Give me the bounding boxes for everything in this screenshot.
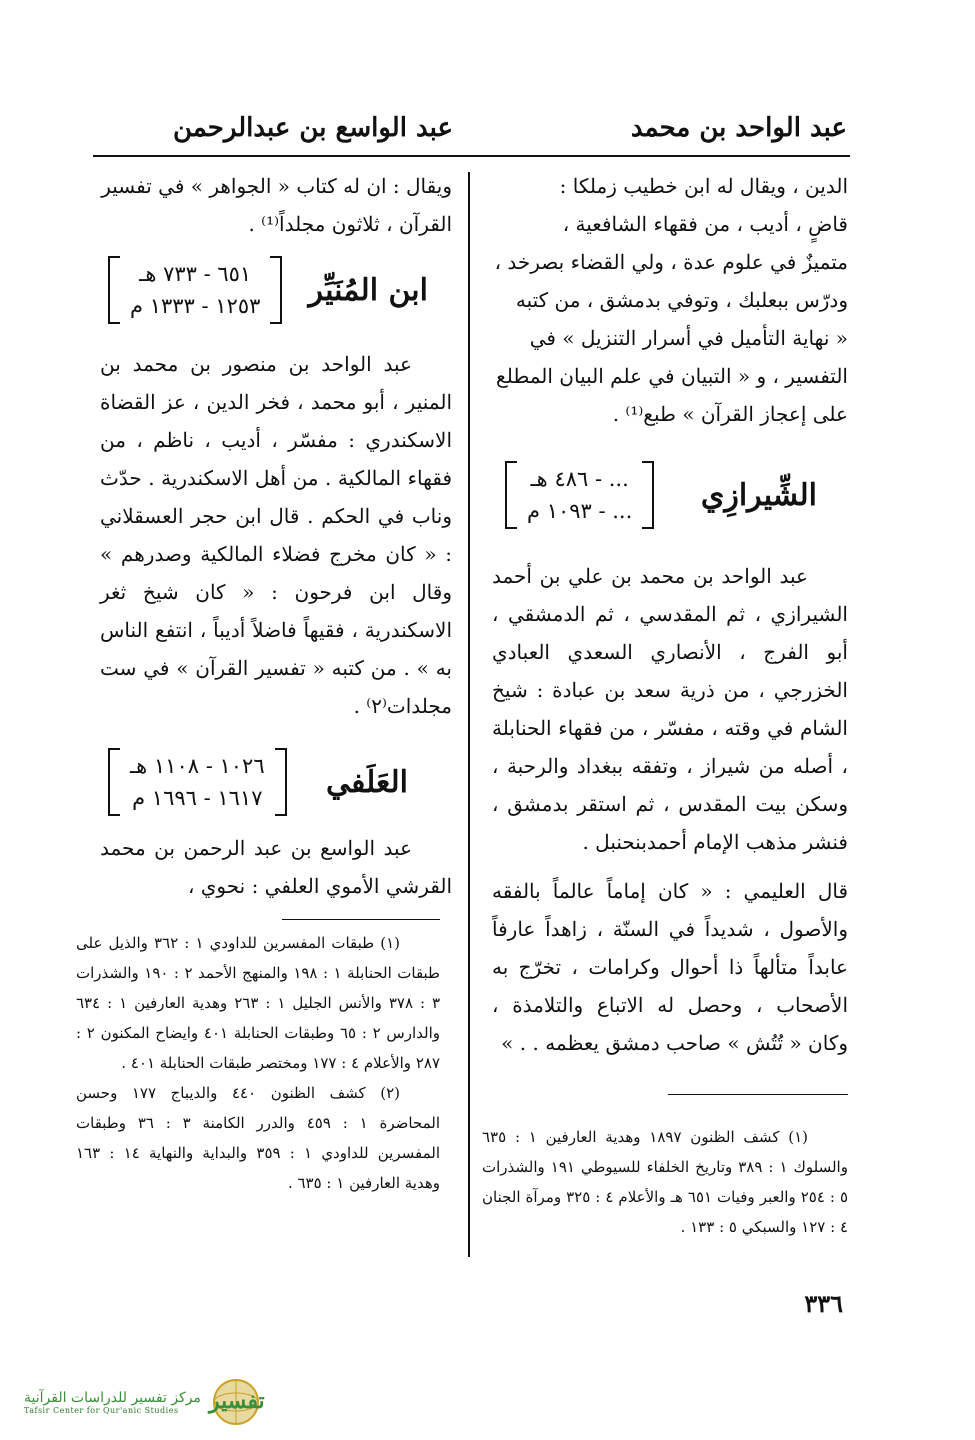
- right-intro-line-4: ودرّس ببعلبك ، وتوفي بدمشق ، من كتبه: [515, 288, 848, 312]
- ibn-munayyir-biography: عبد الواحد بن منصور بن محمد بن المنير ، أبو محمد ، فخر الدين ، عز القضاة الاسكندري : مفسّر ، أديب ، ناظم ، من فقهاء المالكية . من أهل الاسكندرية . حدّث وناب في الحكم . قال ابن حجر العسقلاني : « كان مخرج فضلاء المالكية وصدرهم » وقال ابن فرحون : « كان شيخ ثغر الاسكندرية ، فقيهاً فاضلاً أديباً ، انتفع الناس به » . من كتبه « تفسير القرآن » في ست مجلدات⁽٢⁾ .: [100, 352, 452, 718]
- right-intro-line-2: قاضٍ ، أديب ، من فقهاء الشافعية ،: [562, 212, 848, 236]
- entry-header-alafi: [108, 742, 408, 822]
- date-box-ibn-munayyir: [108, 256, 282, 324]
- entry-dates: [120, 256, 270, 324]
- right-footnotes: [482, 1122, 848, 1242]
- bracket-left: [108, 748, 120, 816]
- right-intro-line-7: على إعجاز القرآن » طبع⁽¹⁾ .: [612, 402, 848, 426]
- right-intro-line-3: متميزٌ في علوم عدة ، ولي القضاء بصرخد ،: [494, 250, 848, 274]
- logo-emblem-icon: [201, 1376, 271, 1428]
- left-intro-line-2: القرآن ، ثلاثون مجلداً⁽¹⁾ .: [248, 212, 452, 236]
- right-body-2: [492, 872, 848, 1062]
- right-intro-line-5: « نهاية التأميل في أسرار التنزيل » في: [529, 326, 848, 350]
- page-number: ٣٣٦: [804, 1289, 843, 1318]
- left-column: [100, 167, 452, 243]
- column-divider: [468, 172, 470, 1257]
- right-column: [492, 167, 848, 433]
- bracket-right: [270, 256, 282, 324]
- entry-dates: [517, 461, 642, 529]
- date-hijri: ٦٥١ - ٧٣٣ هـ: [139, 262, 252, 286]
- date-gregorian: ١٦١٧ - ١٦٩٦ م: [132, 786, 263, 810]
- left-footnote-1: (١) طبقات المفسرين للداودي ١ : ٣٦٢ والذيل على طبقات الحنابلة ١ : ١٩٨ والمنهج الأحمد ٢ : ١٩٠ والشذرات ٣ : ٣٧٨ والأنس الجليل ١ : ٢٦٣ وهدية العارفين ١ : ٦٣٤ والدارس ٢ : ٦٥ وطبقات الحنابلة ٤٠١ وايضاح المكنون ٢ : ٢٨٧ والأعلام ٤ : ١٧٧ ومختصر طبقات الحنابلة ٤٠١ .: [76, 934, 441, 1072]
- date-box-shirazi: [505, 461, 654, 529]
- entry-header-ibn-munayyir: [108, 250, 428, 330]
- left-body-2: [100, 829, 452, 905]
- entry-name-shirazi: الشِّيرازِي: [700, 477, 817, 513]
- date-gregorian: ... - ١٠٩٣ م: [527, 499, 633, 523]
- left-footnote-2: (٢) كشف الظنون ٤٤٠ والديباج ١٧٧ وحسن المحاضرة ١ : ٤٥٩ والدرر الكامنة ٣ : ٣٦ وطبقات المفسرين للداودي ١ : ٣٥٩ والبداية والنهاية ١٤ : ١٦٣ وهدية العارفين ١ : ٦٣٥ .: [76, 1084, 441, 1192]
- logo-emblem-text: تفسير: [208, 1388, 265, 1414]
- center-logo: [18, 1372, 298, 1432]
- bracket-right: [275, 748, 287, 816]
- left-footnotes: [76, 928, 440, 1198]
- date-hijri: ١٠٢٦ - ١١٠٨ هـ: [130, 754, 265, 778]
- right-intro-line-1: الدين ، ويقال له ابن خطيب زملكا :: [559, 174, 848, 198]
- right-footnote-1: (١) كشف الظنون ١٨٩٧ وهدية العارفين ١ : ٦٣٥ والسلوك ١ : ٣٨٩ وتاريخ الخلفاء للسيوطي ١٩١ والشذرات ٥ : ٢٥٤ والعبر وفيات ٦٥١ هـ والأعلام ٤ : ٣٢٥ ومرآة الجنان ٤ : ١٢٧ والسبكي ٥ : ١٣٣ .: [482, 1128, 849, 1236]
- date-hijri: ... - ٤٨٦ هـ: [530, 467, 629, 491]
- right-body-1: [492, 557, 848, 861]
- header-rule: [93, 155, 850, 157]
- entry-name-ibn-munayyir: ابن المُنَيِّر: [308, 272, 428, 308]
- logo-text: [24, 1390, 201, 1415]
- logo-english-name: Tafsir Center for Qur'anic Studies: [24, 1405, 179, 1415]
- bracket-left: [505, 461, 517, 529]
- bracket-right: [642, 461, 654, 529]
- entry-name-alafi: العَلَفي: [325, 764, 408, 800]
- right-footnote-rule: [668, 1094, 848, 1095]
- bracket-left: [108, 256, 120, 324]
- alafi-biography: عبد الواسع بن عبد الرحمن بن محمد القرشي الأموي العلفي : نحوي ،: [100, 836, 452, 898]
- running-head-left: عبد الواسع بن عبدالرحمن: [172, 113, 453, 143]
- entry-header-shirazi: [505, 455, 817, 535]
- left-footnote-rule: [282, 919, 440, 920]
- left-body-1: [100, 345, 452, 725]
- left-intro-line-1: ويقال : ان له كتاب « الجواهر » في تفسير: [101, 174, 452, 198]
- running-head-right: عبد الواحد بن محمد: [630, 113, 847, 143]
- entry-dates: [120, 748, 275, 816]
- date-gregorian: ١٢٥٣ - ١٣٣٣ م: [130, 294, 261, 318]
- logo-arabic-name: مركز تفسير للدراسات القرآنية: [24, 1389, 201, 1406]
- alimi-quote: قال العليمي : « كان إماماً عالماً بالفقه والأصول ، شديداً في السنّة ، زاهداً عارفاً عابداً متألهاً ذا أحوال وكرامات ، تخرّج به الأصحاب ، وحصل له الاتباع والتلامذة ، وكان « تُتُش » صاحب دمشق يعظمه . . »: [492, 879, 848, 1055]
- shirazi-biography: عبد الواحد بن محمد بن علي بن أحمد الشيرازي ، ثم المقدسي ، ثم الدمشقي ، أبو الفرج ، الأنصاري السعدي العبادي الخزرجي ، من ذرية سعد بن عبادة : شيخ الشام في وقته ، مفسّر ، من فقهاء الحنابلة ، أصله من شيراز ، وتفقه ببغداد والرحبة ، وسكن بيت المقدس ، ثم استقر بدمشق ، فنشر مذهب الإمام أحمدبنحنبل .: [492, 564, 848, 854]
- right-intro-line-6: التفسير ، و « التبيان في علم البيان المطلع: [496, 364, 848, 388]
- date-box-alafi: [108, 748, 287, 816]
